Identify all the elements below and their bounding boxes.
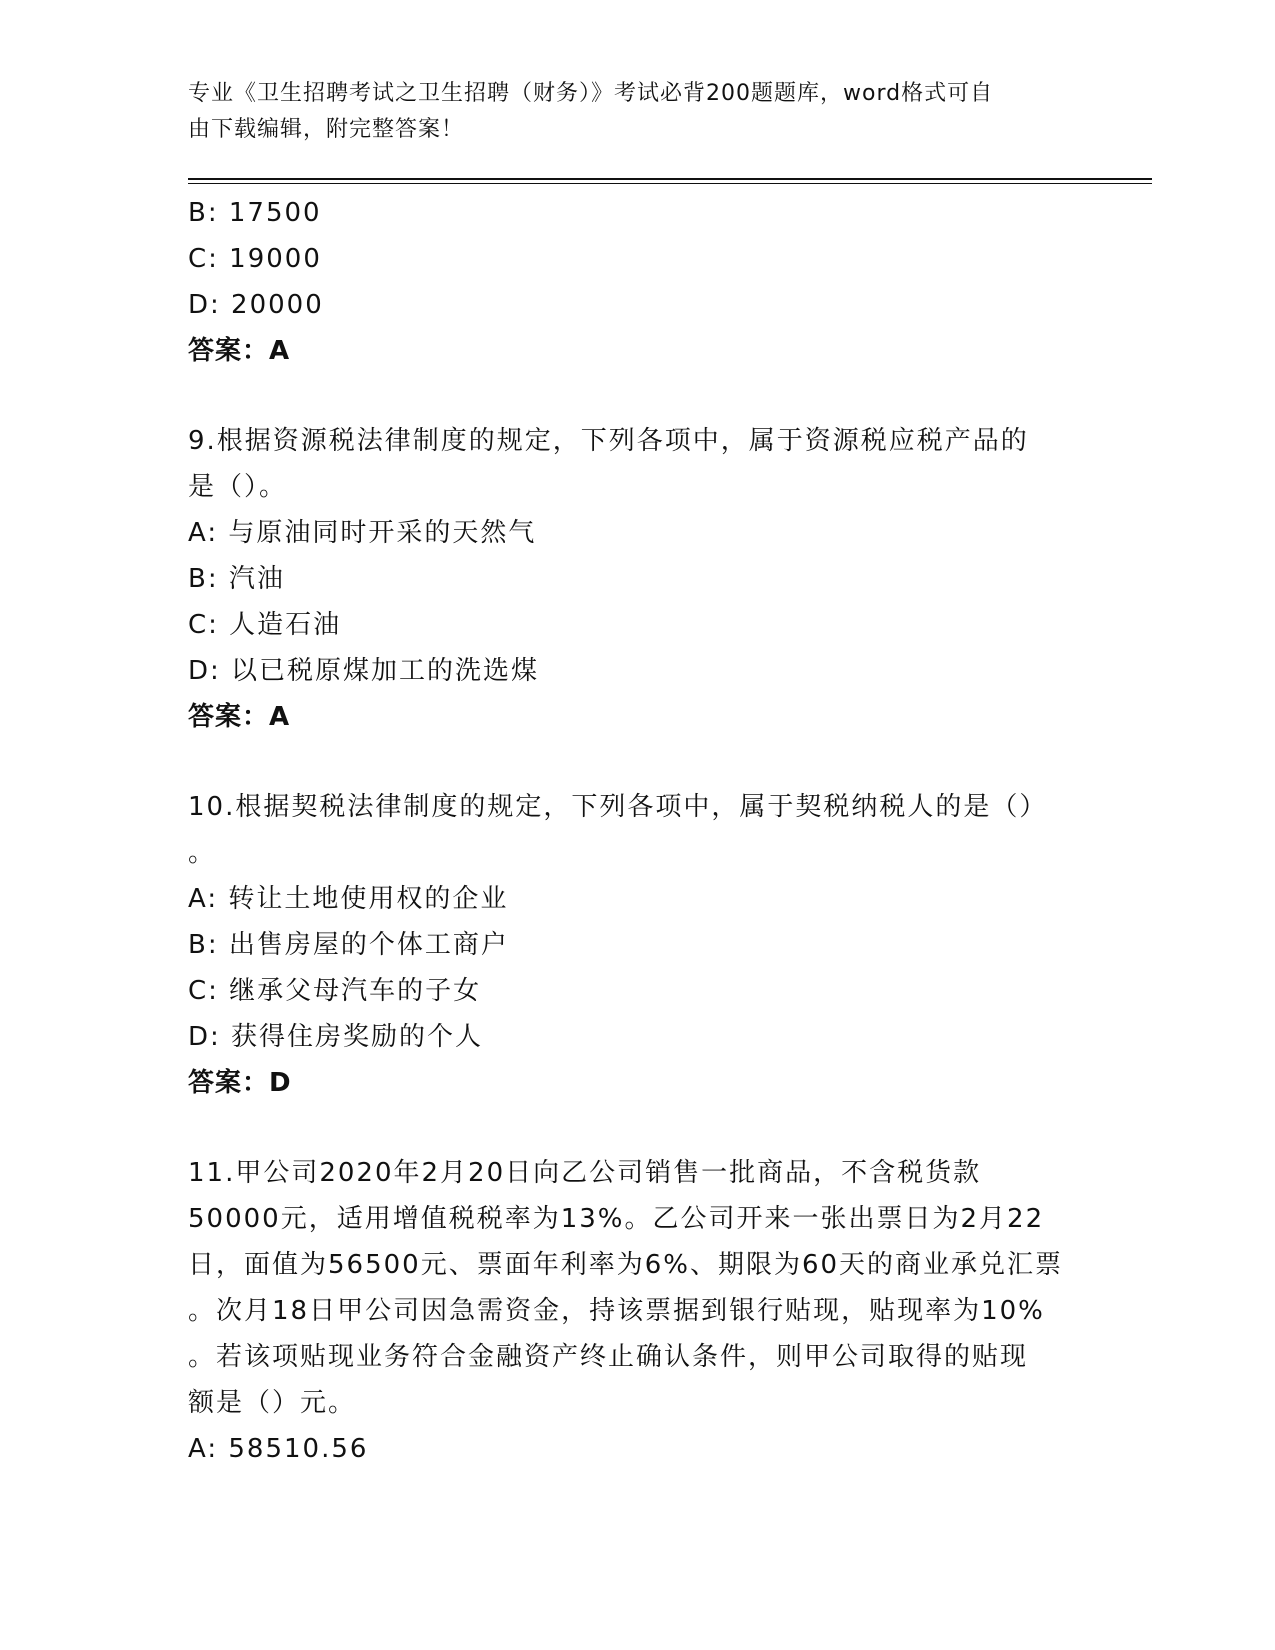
option-c: C: 19000	[188, 244, 322, 274]
header-rule-thin	[188, 183, 1152, 184]
question-text: 10.根据契税法律制度的规定，下列各项中，属于契税纳税人的是（）	[188, 792, 1048, 822]
option-d: D: 以已税原煤加工的洗选煤	[188, 656, 540, 686]
question-8-tail	[188, 190, 1088, 374]
spacer	[188, 740, 1088, 784]
question-text: 。次月18日甲公司因急需资金，持该票据到银行贴现，贴现率为10%	[188, 1296, 1045, 1326]
option-b: B: 汽油	[188, 564, 285, 594]
question-text: 日，面值为56500元、票面年利率为6%、期限为60天的商业承兑汇票	[188, 1250, 1064, 1280]
option-a: A: 转让土地使用权的企业	[188, 884, 509, 914]
spacer	[188, 1106, 1088, 1150]
question-text: 。	[188, 838, 217, 868]
option-c: C: 继承父母汽车的子女	[188, 976, 482, 1006]
header-rule-thick	[188, 178, 1152, 180]
question-text: 50000元，适用增值税税率为13%。乙公司开来一张出票日为2月22	[188, 1204, 1045, 1234]
question-text: 11.甲公司2020年2月20日向乙公司销售一批商品，不含税货款	[188, 1158, 982, 1188]
question-list	[188, 190, 1088, 1472]
header-line-2: 由下载编辑，附完整答案！	[188, 117, 465, 142]
question-text: 额是（）元。	[188, 1388, 357, 1418]
answer: 答案：D	[188, 1068, 292, 1098]
question-11	[188, 1150, 1088, 1472]
header-line-1: 专业《卫生招聘考试之卫生招聘（财务）》考试必背200题题库，word格式可自	[188, 81, 994, 106]
spacer	[188, 374, 1088, 418]
option-c: C: 人造石油	[188, 610, 342, 640]
answer: 答案：A	[188, 336, 291, 366]
answer: 答案：A	[188, 702, 291, 732]
option-a: A: 与原油同时开采的天然气	[188, 518, 537, 548]
option-b: B: 出售房屋的个体工商户	[188, 930, 509, 960]
question-9	[188, 418, 1088, 740]
page-header	[188, 76, 1068, 148]
option-b: B: 17500	[188, 198, 322, 228]
option-d: D: 20000	[188, 290, 324, 320]
question-text: 是（）。	[188, 472, 288, 502]
option-a: A: 58510.56	[188, 1434, 369, 1464]
question-10	[188, 784, 1088, 1106]
question-text: 。若该项贴现业务符合金融资产终止确认条件，则甲公司取得的贴现	[188, 1342, 1029, 1372]
option-d: D: 获得住房奖励的个人	[188, 1022, 484, 1052]
question-text: 9.根据资源税法律制度的规定，下列各项中，属于资源税应税产品的	[188, 426, 1029, 456]
